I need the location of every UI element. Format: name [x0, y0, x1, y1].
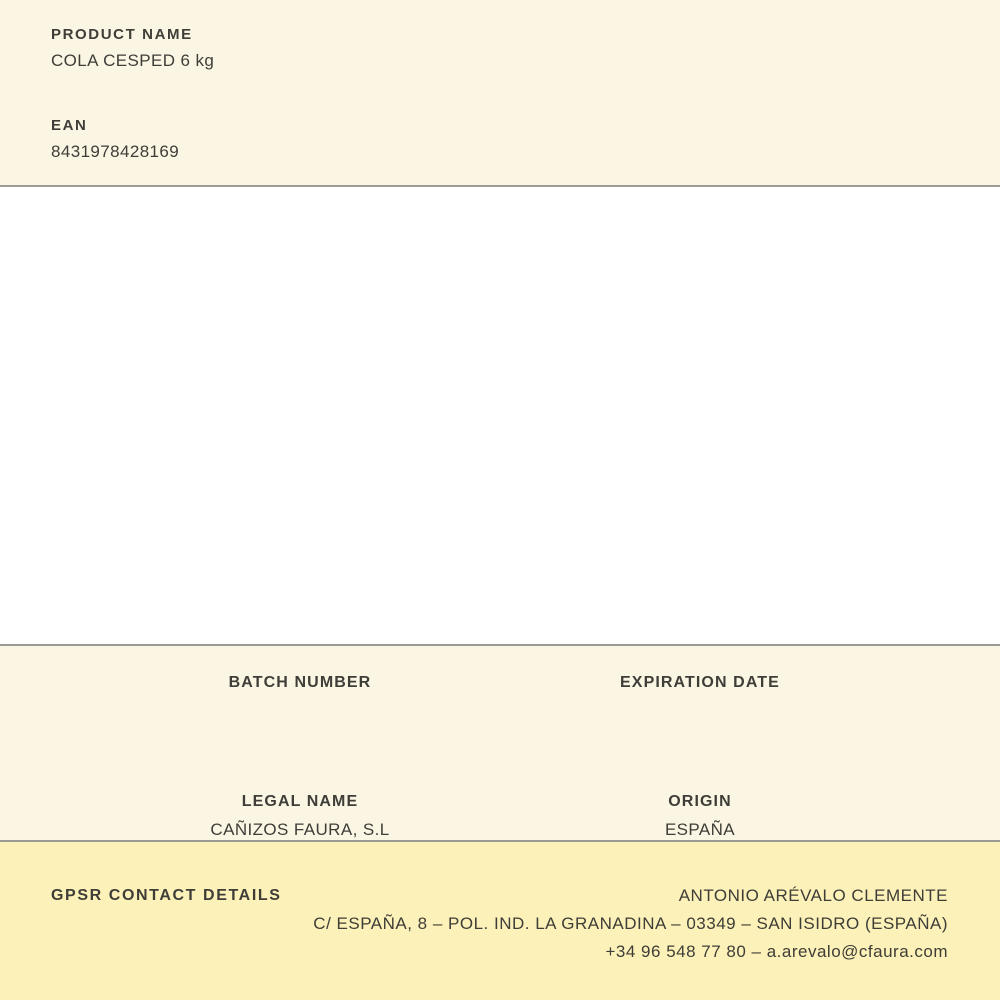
- gpsr-contact-section: [0, 842, 1000, 1000]
- batch-number-value: [100, 701, 500, 721]
- batch-column: [100, 674, 500, 721]
- spacer: [100, 721, 900, 793]
- blank-area: [0, 187, 1000, 644]
- ean-value: 8431978428169: [51, 142, 180, 161]
- legal-name-value: CAÑIZOS FAURA, S.L: [210, 820, 390, 839]
- gpsr-contact-phone-email: +34 96 548 77 80 – a.arevalo@cfaura.com: [605, 942, 948, 961]
- product-name-label: PRODUCT NAME: [51, 26, 193, 43]
- legal-name-column: [100, 793, 500, 840]
- gpsr-contact-address: C/ ESPAÑA, 8 – POL. IND. LA GRANADINA – 03349 – SAN ISIDRO (ESPAÑA): [313, 914, 948, 933]
- spacer: [51, 71, 949, 117]
- origin-value: ESPAÑA: [664, 820, 736, 839]
- expiration-date-value: [500, 701, 900, 721]
- gpsr-contact-details-label: GPSR CONTACT DETAILS: [51, 887, 282, 904]
- origin-column: [500, 793, 900, 840]
- origin-label: ORIGIN: [668, 793, 732, 810]
- batch-expiration-row: [100, 674, 900, 721]
- product-info-section: [0, 0, 1000, 185]
- gpsr-contact-block: [313, 882, 948, 966]
- legal-origin-row: [100, 793, 900, 840]
- ean-label: EAN: [51, 117, 88, 134]
- expiration-column: [500, 674, 900, 721]
- gpsr-contact-name: ANTONIO ARÉVALO CLEMENTE: [678, 886, 948, 905]
- expiration-date-label: EXPIRATION DATE: [620, 674, 780, 691]
- batch-legal-section: [0, 646, 1000, 840]
- legal-name-label: LEGAL NAME: [241, 793, 359, 810]
- product-name-value: COLA CESPED 6 kg: [51, 51, 215, 70]
- batch-number-label: BATCH NUMBER: [228, 674, 372, 691]
